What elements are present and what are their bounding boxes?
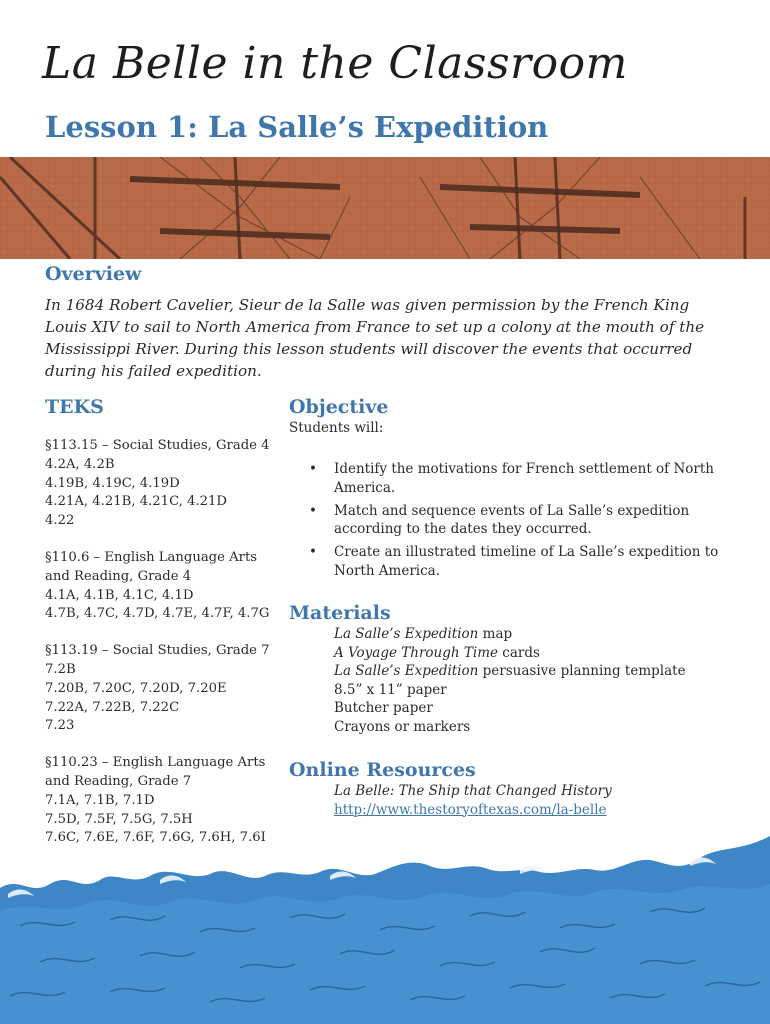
material-text: persuasive planning template [478,663,686,680]
list-item [334,662,686,681]
teks-line: 7.20B, 7.20C, 7.20D, 7.20E [45,680,227,696]
teks-group-head: §113.15 – Social Studies, Grade 4 [45,438,270,453]
teks-line: 7.2B [45,661,76,677]
objective-list [289,460,729,585]
list-item [334,718,686,737]
material-title: La Salle’s Expedition [334,626,479,642]
bullet-icon: • [309,544,317,561]
ocean-waves-illustration [0,836,770,1024]
resource-link[interactable]: http://www.thestoryoftexas.com/la-belle [334,801,607,818]
teks-line: 4.7B, 4.7C, 4.7D, 4.7E, 4.7F, 4.7G [45,606,270,622]
online-resources-heading: Online Resources [289,759,476,781]
bullet-icon: • [309,461,317,477]
teks-group [45,437,277,531]
list-item [289,460,729,497]
teks-line: 4.21A, 4.21B, 4.21C, 4.21D [45,494,228,510]
list-item [334,644,686,663]
objective-heading: Objective [289,396,389,418]
teks-line: 4.19B, 4.19C, 4.19D [45,475,180,491]
list-item [334,625,686,644]
list-item [289,502,729,539]
teks-line: 4.2A, 4.2B [45,456,115,472]
teks-heading: TEKS [45,396,104,418]
materials-list [334,625,686,737]
materials-heading: Materials [289,602,391,624]
bullet-icon: • [309,502,317,519]
overview-heading: Overview [45,263,142,285]
objective-item: Identify the motivations for French settlement of North America. [334,461,714,496]
teks-line: 7.5D, 7.5F, 7.5G, 7.5H [45,811,193,827]
teks-group-head: §113.19 – Social Studies, Grade 7 [45,643,270,659]
teks-group-head: §110.6 – English Language Arts and Reading, Grade 4 [45,549,258,584]
script-title: La Belle in the Classroom [42,38,628,89]
list-item [334,699,686,718]
teks-line: 7.22A, 7.22B, 7.22C [45,699,180,715]
resource-title: La Belle: The Ship that Changed History [334,783,612,799]
teks-line: 7.23 [45,718,75,734]
teks-group-head: §110.23 – English Language Arts and Reading, Grade 7 [45,755,266,789]
teks-group [45,549,277,624]
teks-line: 4.22 [45,513,75,529]
material-text: 8.5” x 11” paper [334,681,447,698]
material-text: cards [498,644,540,661]
teks-line: 4.1A, 4.1B, 4.1C, 4.1D [45,587,194,603]
teks-list [45,437,277,866]
objective-intro: Students will: [289,420,384,436]
teks-line: 7.6C, 7.6E, 7.6F, 7.6G, 7.6H, 7.6I [45,830,266,846]
overview-text: In 1684 Robert Cavelier, Sieur de la Salle was given permission by the French King Louis XIV to sail to North America from France to set up a colony at the mouth of the Mississippi River. During this lesson students will discover the events that occurred during his failed expedition. [45,296,705,380]
teks-group [45,642,277,736]
online-resources [334,782,612,819]
teks-group [45,754,277,848]
material-text: map [478,626,513,642]
list-item [289,543,729,580]
teks-line: 7.1A, 7.1B, 7.1D [45,792,155,808]
lesson-title: Lesson 1: La Salle’s Expedition [45,110,549,144]
material-title: La Salle’s Expedition [334,663,479,680]
ship-rigging-banner [0,157,770,259]
list-item [334,681,686,700]
material-text: Crayons or markers [334,718,471,735]
material-text: Butcher paper [334,700,433,717]
objective-item: Match and sequence events of La Salle’s expedition according to the dates they occurred. [334,502,690,538]
material-title: A Voyage Through Time [334,644,498,661]
objective-item: Create an illustrated timeline of La Salle’s expedition to North America. [334,544,719,579]
